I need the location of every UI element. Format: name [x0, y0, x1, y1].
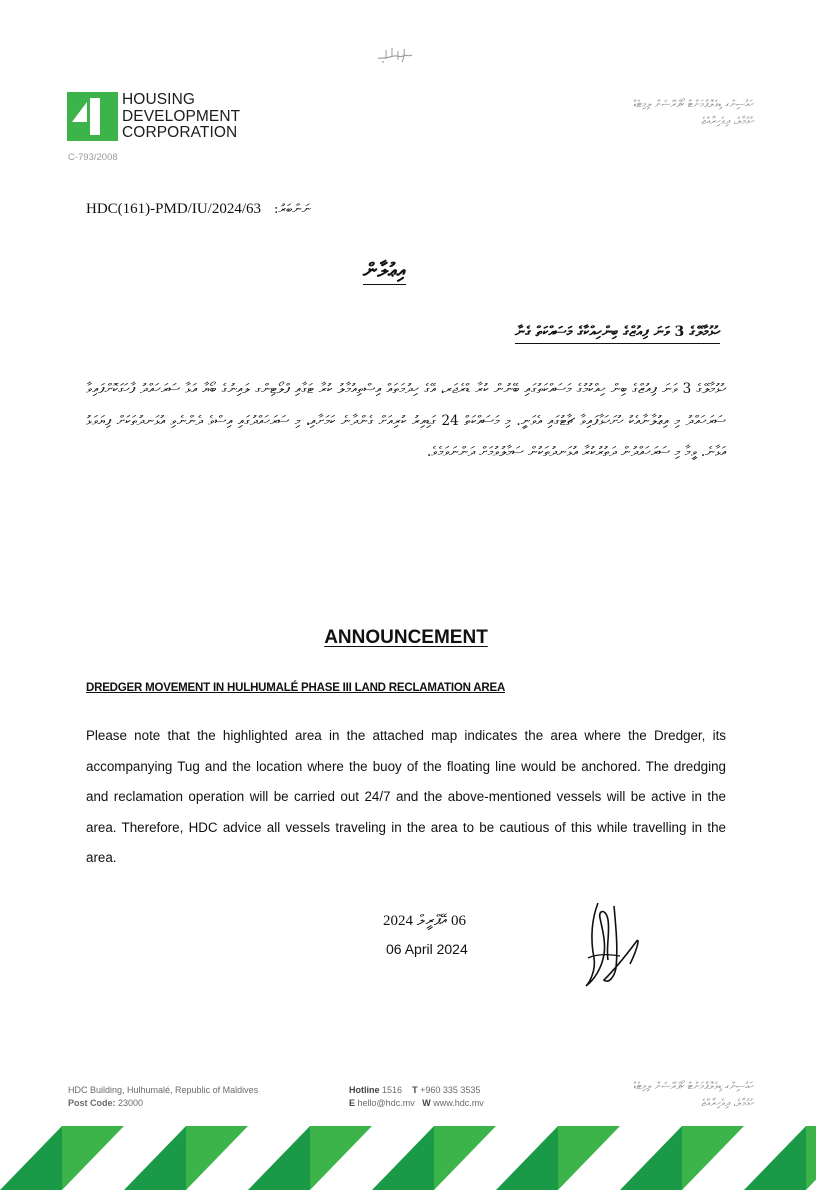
bismillah-calligraphy	[376, 44, 414, 66]
organization-line-3: CORPORATION	[122, 124, 238, 141]
organization-dhivehi-line-1: ހައުސިންގ ޑިވެލޮޕްމަންޓް ކޯޕަރޭޝަން ލިމިޓެޑް	[633, 99, 754, 110]
footer-post-code-line	[68, 1097, 258, 1110]
signature-icon	[578, 898, 648, 990]
announcement-subject: DREDGER MOVEMENT IN HULHUMALÉ PHASE III LAND RECLAMATION AREA	[86, 682, 506, 694]
announcement-body: Please note that the highlighted area in the attached map indicates the area where the Dredger, its accompanying Tug and the location where the buoy of the floating line would be anchored. The dredging and reclamation operation will be carried out 24/7 and the above-mentioned vessels will be active in the area. Therefore, HDC advice all vessels traveling in the area to be cautious of this while travelling in the area.	[86, 728, 726, 866]
dhivehi-subject: ހުޅުމާލޭގެ 3 ވަނަ ފިއުޒްގެ ބިންހިއްކާގެ މަސައްކަތް ގެނާ	[515, 324, 720, 344]
footer-address-block	[68, 1084, 258, 1110]
date-english: 06 April 2024	[386, 941, 468, 957]
announcement-title	[0, 627, 812, 649]
hdc-logo-icon	[67, 92, 118, 141]
organization-name	[122, 92, 240, 142]
footer-organization-dhivehi	[633, 1078, 754, 1112]
registration-number: C-793/2008	[68, 152, 118, 163]
footer-web-label: W	[422, 1098, 431, 1108]
footer-hotline-label: Hotline	[349, 1085, 380, 1095]
footer-hotline: 1516	[382, 1085, 403, 1095]
dhivehi-body: ހުޅުމާލޭގެ 3 ވަނަ ފިއުޒްގެ ބިން ހިއްކުމުގެ މަސައްކަތުގައި ބޭނުން ކުރާ ޑްރެޖަރ، އޭގެ ހިދުމަތައް އިސްތިއުމާލު ކުރާ ޓަގާއި ފްލޯޓިންގ ލައިނުގެ ބޯޔާ އަޅާ ސަރަހައްދު ފާހަގަކޮށްފައިވާ ސަރަހައްދު މި އިޢުލާނާއެކު ހުށަހަޅާފައިވާ ޗާޓުގައި އެވަނީ. މި މަސައްކަތް 24 ގަޑިއިރު ކުރިއަށް ގެންދާނެ ކަމަށާއި، މި ސަރަހައްދުގައި އިސްވެ ދެންނެވި އުޅަނދުތަކަށް ފިޔަވަޅު އަޅާނެ. ވީމާ މި ސަރަހައްދުން ދަތުރުކުރާ އުޅަނދުތަކުން ސަމާލުވުމަށް ދަންނަވަމެވެ.	[86, 381, 726, 460]
organization-line-1: HOUSING	[122, 91, 196, 108]
footer-contact-block	[349, 1084, 484, 1110]
footer-post-code: 23000	[118, 1098, 144, 1108]
footer-web-link[interactable]: www.hdc.mv	[433, 1098, 484, 1108]
footer-post-code-label: Post Code:	[68, 1098, 116, 1108]
footer-phone: +960 335 3535	[420, 1085, 481, 1095]
dhivehi-title	[0, 258, 780, 285]
organization-dhivehi-line-2: ހުޅުމާލެ، ދިވެހިރާއްޖެ	[701, 116, 754, 127]
footer-organization-dhivehi-line-1: ހައުސިންގ ޑިވެލޮޕްމަންޓް ކޯޕަރޭޝަން ލިމިޓެޑް	[633, 1081, 754, 1092]
footer-address: HDC Building, Hulhumalé, Republic of Maldives	[68, 1085, 259, 1095]
footer-triangle-pattern	[0, 1126, 816, 1190]
organization-name-dhivehi	[633, 96, 754, 130]
footer-phone-label: T	[412, 1085, 418, 1095]
footer-web-line	[349, 1097, 484, 1110]
reference-label-dhivehi: ނަންބަރު:	[274, 202, 311, 217]
footer-band-tile	[806, 1126, 816, 1190]
footer-phone-line	[349, 1084, 484, 1097]
date-dhivehi: 06 އޭޕްރީލް 2024	[383, 913, 467, 929]
announcement-title-text: ANNOUNCEMENT	[324, 627, 488, 648]
dhivehi-title-text: އިޢުލާން	[363, 258, 406, 285]
organization-line-2: DEVELOPMENT	[122, 107, 241, 125]
footer-email-link[interactable]: hello@hdc.mv	[357, 1098, 415, 1108]
reference-number: HDC(161)-PMD/IU/2024/63	[86, 201, 261, 217]
footer-email-label: E	[349, 1098, 356, 1108]
footer-organization-dhivehi-line-2: ހުޅުމާލެ، ދިވެހިރާއްޖެ	[701, 1098, 754, 1109]
